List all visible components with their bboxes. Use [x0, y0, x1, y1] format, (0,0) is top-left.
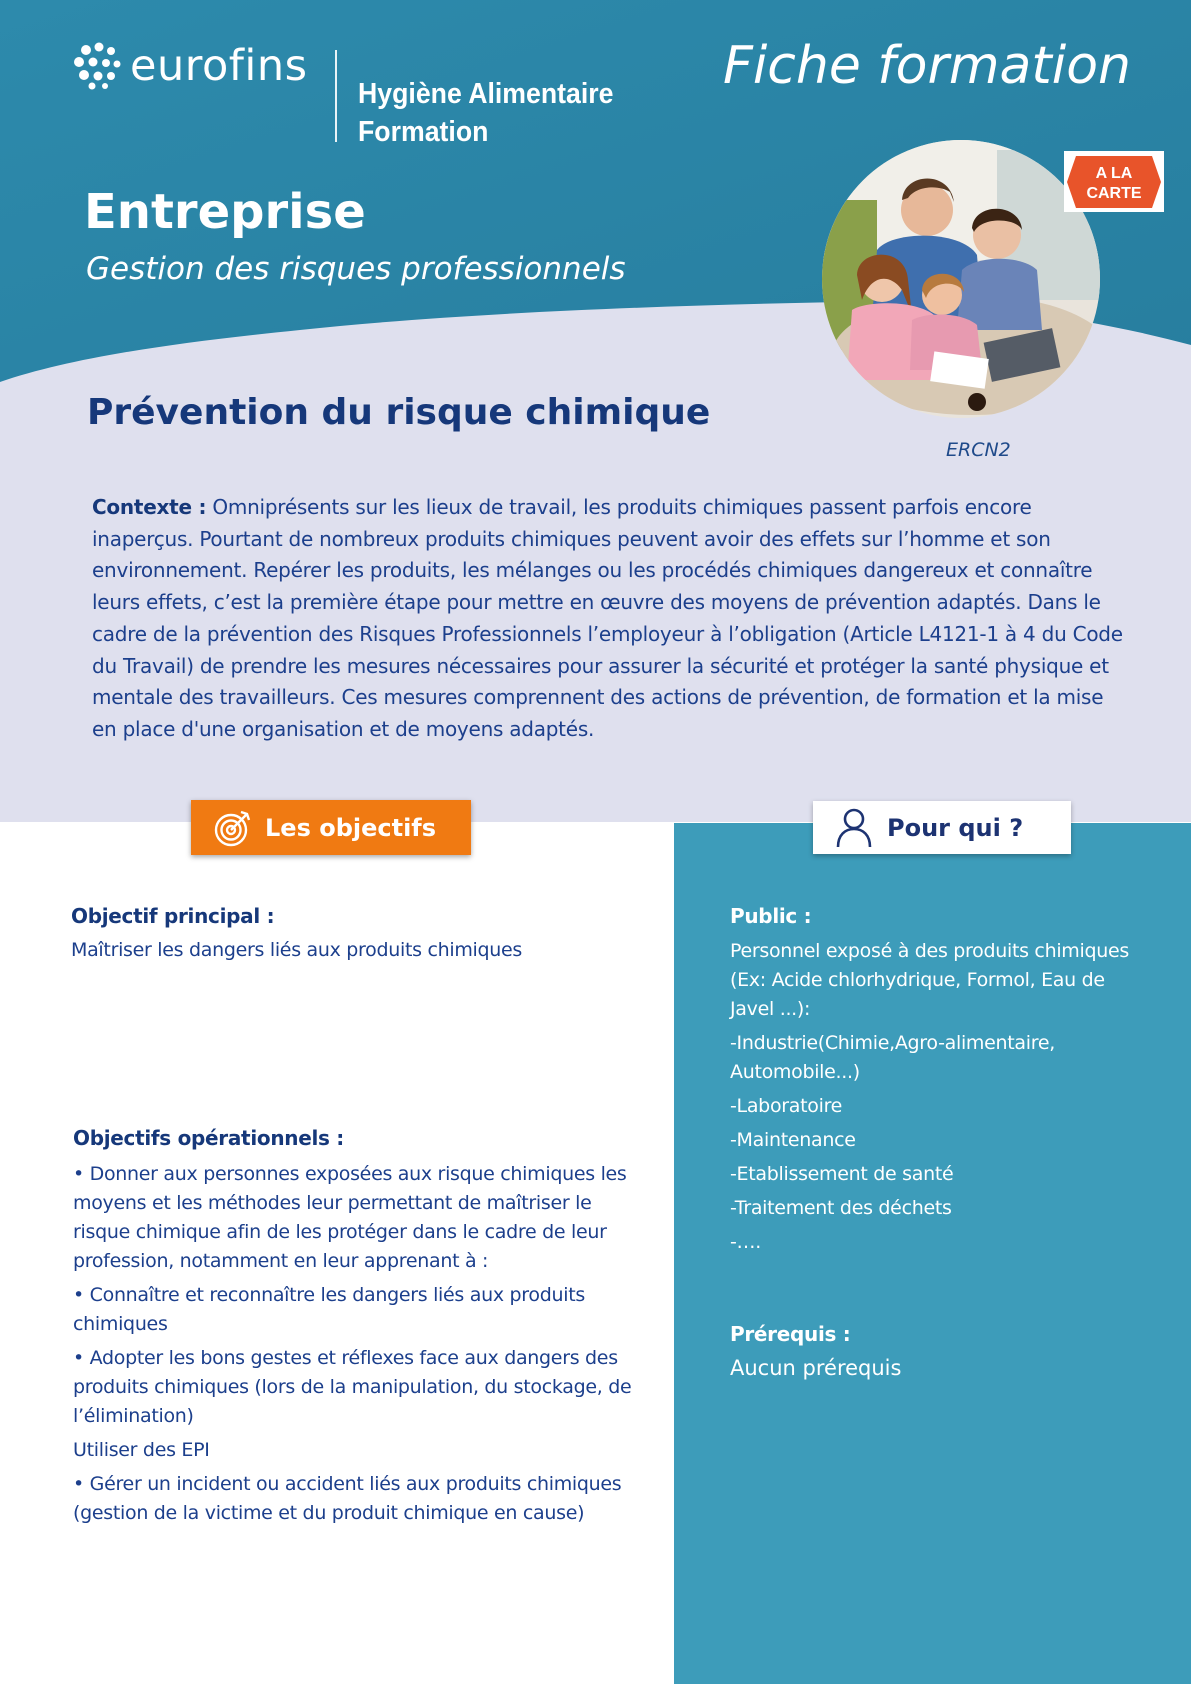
audience-section-label: Pour qui ?: [887, 813, 1024, 842]
eurofins-logo: [72, 42, 308, 90]
document-type-title: Fiche formation: [722, 36, 1131, 96]
list-item: -Industrie(Chimie,Agro-alimentaire, Automobile...): [730, 1032, 1055, 1083]
a-la-carte-badge: [1064, 151, 1164, 212]
operational-objectives-heading: Objectifs opérationnels :: [73, 1126, 344, 1150]
objectives-section-label: Les objectifs: [265, 813, 437, 842]
prerequisites-heading: Prérequis :: [730, 1322, 851, 1346]
operational-objectives-list: [73, 1160, 633, 1533]
audience-section-tab: [813, 801, 1071, 854]
list-item: -Maintenance: [730, 1129, 856, 1151]
list-item: -Traitement des déchets: [730, 1197, 952, 1219]
course-code: ERCN2: [946, 439, 1011, 461]
list-item: • Donner aux personnes exposées aux risque chimiques les moyens et les méthodes leur permettant de maîtriser le risque chimique afin de les protéger dans le cadre de leur profession, notamment en leur apprenant à :: [73, 1163, 627, 1272]
context-label: Contexte :: [92, 495, 207, 519]
context-text: Omniprésents sur les lieux de travail, les produits chimiques passent parfois encore inaperçus. Pourtant de nombreux produits chimiques peuvent avoir des effets sur l’homme et son environnement. Repérer les produits, les mélanges ou les procédés chimiques dangereux et connaître leurs effets, c’est la première étape pour mettre en œuvre des moyens de prévention adaptés. Dans le cadre de la prévention des Risques Professionnels l’employeur à l’obligation (Article L4121-1 à 4 du Code du Travail) de prendre les mesures nécessaires pour assurer la sécurité et protéger la santé physique et mentale des travailleurs. Ces mesures comprennent des actions de prévention, de formation et la mise en place d'une organisation et de moyens adaptés.: [92, 495, 1123, 741]
list-item: -Laboratoire: [730, 1095, 843, 1117]
public-heading: Public :: [730, 904, 812, 928]
main-objective-heading: Objectif principal :: [71, 904, 275, 928]
list-item: • Gérer un incident ou accident liés aux produits chimiques (gestion de la victime et du produit chimique en cause): [73, 1473, 622, 1524]
eurofins-dots-icon: [72, 42, 122, 90]
main-objective-text: Maîtriser les dangers liés aux produits chimiques: [71, 939, 522, 961]
list-item: -Etablissement de santé: [730, 1163, 954, 1185]
person-icon: [835, 807, 873, 849]
brand-line-1: Hygiène Alimentaire: [358, 78, 614, 110]
prerequisites-text: Aucun prérequis: [730, 1356, 902, 1380]
list-item: Personnel exposé à des produits chimiques (Ex: Acide chlorhydrique, Formol, Eau de Javel ...):: [730, 940, 1129, 1020]
brand-line-2: Formation: [358, 116, 489, 148]
list-item: Utiliser des EPI: [73, 1439, 210, 1461]
list-item: • Adopter les bons gestes et réflexes face aux dangers des produits chimiques (lors de la manipulation, du stockage, de l’élimination): [73, 1347, 632, 1427]
target-icon: [213, 808, 253, 848]
section-title: Entreprise: [84, 184, 366, 240]
team-photo: [822, 140, 1100, 418]
course-title: Prévention du risque chimique: [87, 392, 711, 433]
context-paragraph: [92, 492, 1132, 746]
badge-text-line-2: CARTE: [1086, 184, 1142, 202]
logo-divider: [335, 50, 337, 142]
badge-text-line-1: A LA: [1095, 164, 1133, 182]
list-item: • Connaître et reconnaître les dangers liés aux produits chimiques: [73, 1284, 585, 1335]
section-subtitle: Gestion des risques professionnels: [86, 251, 626, 287]
objectives-section-tab: [191, 800, 471, 855]
list-item: -….: [730, 1231, 761, 1253]
public-list: [730, 937, 1150, 1262]
logo-wordmark: eurofins: [130, 40, 308, 91]
